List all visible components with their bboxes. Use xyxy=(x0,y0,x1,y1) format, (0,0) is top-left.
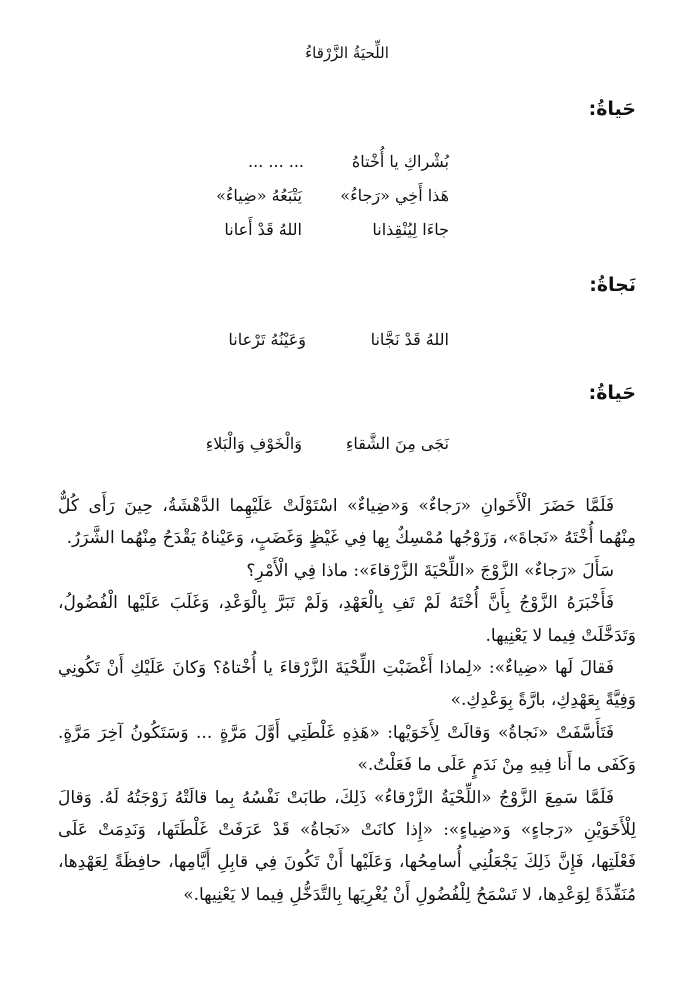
verse-second-hemistich: وَعَيْنُهُ تَرْعانا xyxy=(228,330,306,349)
verse-first-hemistich: نَجَى مِنَ الشَّقاءِ xyxy=(345,434,449,453)
verse-first-hemistich: بُشْراكِ يا أُخْتاهُ xyxy=(351,152,449,171)
story-text xyxy=(58,490,636,911)
paragraph: سَأَلَ «رَجاءٌ» الزَّوْجَ «اللِّحْيَةَ الزَّرْقاءَ»: ماذا فِي الْأَمْرِ؟ xyxy=(246,560,614,581)
verse-line xyxy=(0,152,694,178)
speaker-hayat: حَياةُ: xyxy=(588,382,636,404)
verse-second-hemistich: وَالْخَوْفِ وَالْبَلاءِ xyxy=(205,434,302,453)
verse-second-hemistich: اللهُ قَدْ أَعانا xyxy=(224,220,302,239)
page-title: اللِّحيَةُ الزَّرْقاءُ xyxy=(305,44,389,62)
speaker-hayat: حَياةُ: xyxy=(588,98,636,120)
verse-line xyxy=(0,434,694,460)
verse-first-hemistich: هَذا أَخِي «رَجاءُ» xyxy=(340,186,449,205)
verse-second-hemistich: يَتْبَعُهُ «ضِياءُ» xyxy=(216,186,302,205)
verse-line xyxy=(0,220,694,246)
paragraph: فَتَأَسَّفَتْ «نَجاةُ» وَقالَتْ لِأَخَوَيْها: «هَذِهِ غَلْطَتِي أَوَّلَ مَرَّةٍ ... وَسَتَكُونُ آخِرَ مَرَّةٍ. وَكَفَى ما أَنا فِيهِ مِنْ نَدَمٍ عَلَى ما فَعَلْتُ.» xyxy=(58,722,636,776)
paragraph: فَلَمَّا حَضَرَ الْأَخَوانِ «رَجاءٌ» وَ«ضِياءٌ» اسْتَوْلَتْ عَلَيْهِما الدَّهْشَةُ، حِينَ رَأَى كُلٌّ مِنْهُما أُخْتَهُ «نَجاةَ»، وَزَوْجُها مُمْسِكٌ بِها فِي غَيْظٍ وَغَضَبٍ، وَعَيْناهُ يَقْدَحُ مِنْهُما الشَّرَرُ. xyxy=(58,496,636,549)
verse-line xyxy=(0,186,694,212)
verse-first-hemistich: جاءَا لِيُنْقِذانا xyxy=(372,220,449,239)
verse-line xyxy=(0,330,694,356)
verse-second-hemistich: ... ... ... xyxy=(248,152,304,171)
paragraph: فَأَخْبَرَهُ الزَّوْجُ بِأَنَّ أُخْتَهُ لَمْ تَفِ بِالْعَهْدِ، وَلَمْ تَبَرَّ بِالْوَعْدِ، وَغَلَبَ عَلَيْها الْفُضُولُ، وَتَدَخَّلَتْ فِيما لا يَعْنِيها. xyxy=(58,593,636,646)
speaker-najat: نَجاةُ: xyxy=(589,274,636,296)
paragraph: فَقالَ لَها «ضِياءٌ»: «لِماذا أَغْضَبْتِ اللِّحْيَةَ الزَّرْقاءَ يا أُخْتاهُ؟ وَكانَ عَلَيْكِ أَنْ تَكُونِي وَفِيَّةً بِعَهْدِكِ، بارَّةً بِوَعْدِكِ.» xyxy=(58,658,636,711)
verse-first-hemistich: اللهُ قَدْ نَجَّانا xyxy=(370,330,449,349)
paragraph: فَلَمَّا سَمِعَ الزَّوْجُ «اللِّحْيَةُ الزَّرْقاءُ» ذَلِكَ، طابَتْ نَفْسُهُ بِما قالَتْهُ زَوْجَتُهُ لَهُ. وَقالَ لِلْأَخَوَيْنِ «رَجاءٍ» وَ«ضِياءٍ»: «إِذا كانَتْ «نَجاةُ» قَدْ عَرَفَتْ غَلْطَتَها، وَنَدِمَتْ عَلَى فَعْلَتِها، فَإِنَّ ذَلِكَ يَجْعَلُنِي أُسامِحُها، وَعَلَيْها أَنْ تَكُونَ فِي قابِلِ أَيَّامِها، حافِظَةً لِعَهْدِها، مُنَفِّذَةً لِوَعْدِها، لا تَسْمَحُ لِلْفُضُولِ أَنْ يُغْرِيَها بِالتَّدَخُّلِ فِيما لا يَعْنِيها.» xyxy=(58,787,636,905)
